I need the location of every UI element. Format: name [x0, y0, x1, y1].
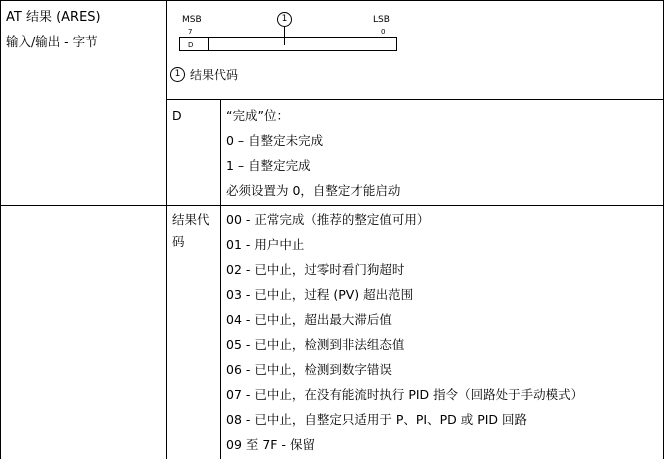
done-line: 必须设置为 0，自整定才能启动: [226, 183, 401, 198]
table-divider-row1: [166, 99, 664, 100]
result-code-line: 03 - 已中止，过程 (PV) 超出范围: [226, 287, 414, 302]
result-field-name-line1: 结果代: [172, 212, 210, 227]
result-code-line: 00 - 正常完成（推荐的整定值可用）: [226, 212, 430, 227]
msb-bit-number: 7: [188, 28, 193, 36]
done-line: 0 – 自整定未完成: [226, 133, 324, 148]
done-line: 1 – 自整定完成: [226, 158, 311, 173]
d-bit-label: D: [188, 41, 194, 49]
done-field-name: D: [172, 108, 182, 123]
legend-text: 结果代码: [190, 68, 239, 82]
msb-label: MSB: [182, 15, 202, 25]
byte-register-box: [179, 37, 397, 51]
callout-marker: 1: [277, 12, 292, 27]
result-code-line: 06 - 已中止，检测到数字错误: [226, 362, 392, 377]
done-line: “完成”位：: [226, 108, 289, 123]
lsb-bit-number: 0: [381, 28, 386, 36]
param-type: 输入/输出 - 字节: [6, 34, 98, 49]
result-code-line: 09 至 7F - 保留: [226, 437, 315, 452]
table-divider-row2: [0, 205, 664, 206]
result-code-line: 04 - 已中止，超出最大滞后值: [226, 312, 392, 327]
result-code-line: 05 - 已中止，检测到非法组态值: [226, 337, 405, 352]
lsb-label: LSB: [373, 15, 390, 25]
d-bit-divider: [208, 37, 209, 51]
param-name: AT 结果 (ARES): [6, 10, 101, 25]
bit-diagram: [0, 0, 664, 99]
result-field-name-line2: 码: [172, 234, 185, 249]
result-code-line: 08 - 已中止，自整定只适用于 P、PI、PD 或 PID 回路: [226, 412, 528, 427]
legend-marker: 1: [170, 67, 185, 82]
result-code-line: 02 - 已中止，过零时看门狗超时: [226, 262, 405, 277]
result-code-line: 07 - 已中止，在没有能流时执行 PID 指令（回路处于手动模式）: [226, 387, 584, 402]
result-code-line: 01 - 用户中止: [226, 237, 305, 252]
table-divider-col2: [220, 99, 221, 459]
